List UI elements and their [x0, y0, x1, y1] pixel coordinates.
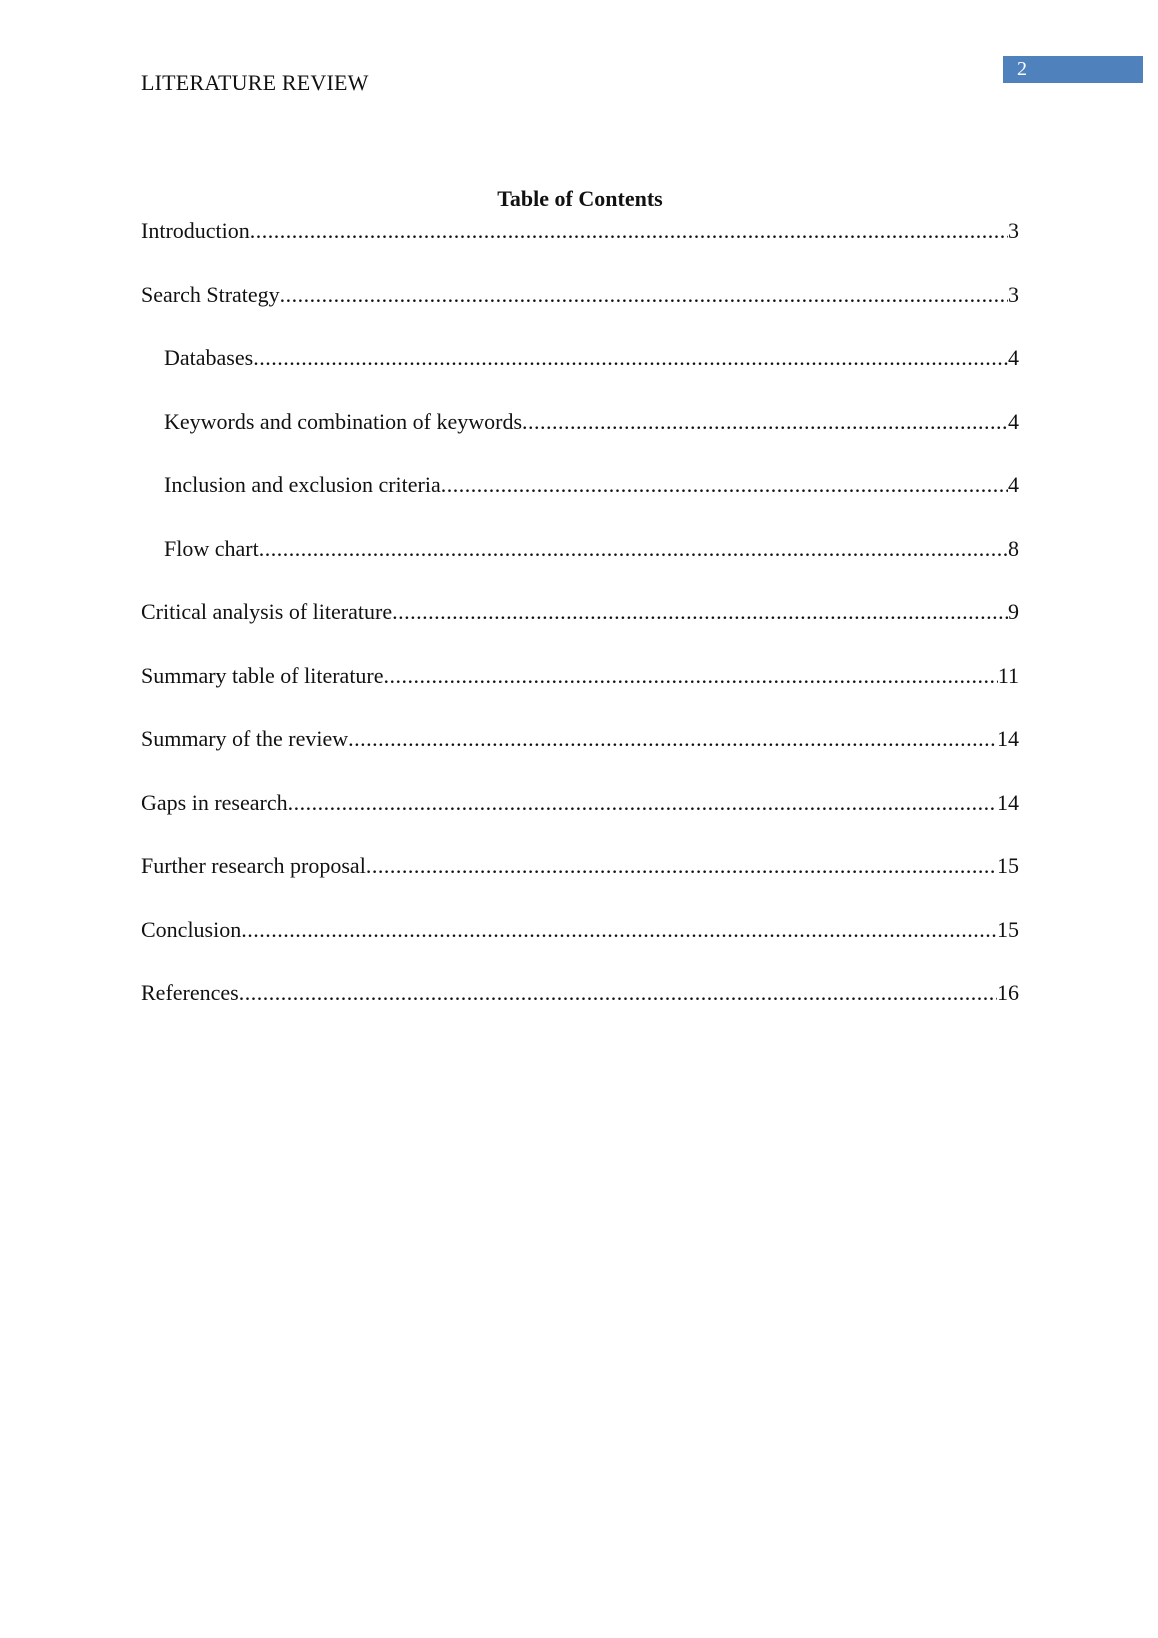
toc-entry-label: Keywords and combination of keywords	[164, 408, 523, 434]
toc-entry-inclusion-exclusion[interactable]	[141, 471, 1019, 535]
toc-entry-introduction[interactable]	[141, 217, 1019, 281]
toc-dot-leader	[441, 471, 1008, 499]
toc-entry-label: Introduction	[141, 218, 250, 243]
toc-entry-page: 15	[997, 916, 1019, 942]
toc-entry-flow-chart[interactable]	[141, 535, 1019, 599]
toc-entry-page: 4	[1008, 408, 1019, 434]
toc-dot-leader	[250, 217, 1008, 245]
toc-entry-summary-table[interactable]	[141, 662, 1019, 726]
toc-entry-label: Search Strategy	[141, 281, 280, 307]
toc-entry-gaps[interactable]	[141, 789, 1019, 853]
toc-entry-page: 3	[1008, 218, 1019, 243]
toc-entry-page: 8	[1008, 535, 1019, 561]
page-number: 2	[1017, 58, 1027, 80]
toc-entry-page: 16	[997, 980, 1019, 1005]
toc-entry-label: Summary of the review	[141, 726, 349, 751]
toc-dot-leader	[392, 598, 1008, 626]
toc-dot-leader	[288, 789, 997, 817]
toc-dot-leader	[280, 281, 1008, 309]
toc-dot-leader	[239, 979, 997, 1007]
toc-entry-label: Flow chart	[164, 535, 259, 561]
page-number-badge	[1003, 56, 1143, 83]
toc-dot-leader	[259, 535, 1008, 563]
toc-entry-critical-analysis[interactable]	[141, 598, 1019, 662]
toc-entry-summary-review[interactable]	[141, 725, 1019, 789]
toc-entry-page: 3	[1008, 281, 1019, 307]
toc-entry-page: 4	[1008, 472, 1019, 497]
toc-dot-leader	[253, 344, 1008, 372]
toc-entry-databases[interactable]	[141, 344, 1019, 408]
running-head: LITERATURE REVIEW	[141, 70, 369, 95]
toc-entry-further-research[interactable]	[141, 852, 1019, 916]
toc-entry-label: Inclusion and exclusion criteria	[164, 472, 441, 497]
toc-entry-conclusion[interactable]	[141, 916, 1019, 980]
toc-dot-leader	[522, 408, 1008, 436]
toc-entry-references[interactable]	[141, 979, 1019, 1043]
toc-entry-label: Databases	[164, 345, 254, 370]
toc-entry-page: 11	[997, 662, 1019, 688]
toc-entry-label: Critical analysis of literature	[141, 599, 393, 624]
toc-dot-leader	[384, 662, 998, 690]
toc-entry-label: References	[141, 980, 239, 1005]
toc-dot-leader	[366, 852, 997, 880]
toc-dot-leader	[241, 916, 997, 944]
toc-entry-label: Summary table of literature	[141, 662, 384, 688]
toc-title: Table of Contents	[497, 186, 663, 211]
toc-entry-page: 14	[997, 726, 1019, 751]
table-of-contents	[141, 217, 1019, 1043]
toc-dot-leader	[348, 725, 997, 753]
toc-entry-label: Gaps in research	[141, 789, 288, 815]
toc-entry-page: 14	[997, 789, 1019, 815]
toc-entry-label: Conclusion	[141, 916, 242, 942]
toc-entry-page: 9	[1008, 599, 1019, 624]
toc-entry-page: 4	[1008, 345, 1019, 370]
toc-entry-page: 15	[997, 853, 1019, 878]
toc-entry-search-strategy[interactable]	[141, 281, 1019, 345]
toc-entry-keywords[interactable]	[141, 408, 1019, 472]
toc-entry-label: Further research proposal	[141, 853, 366, 878]
